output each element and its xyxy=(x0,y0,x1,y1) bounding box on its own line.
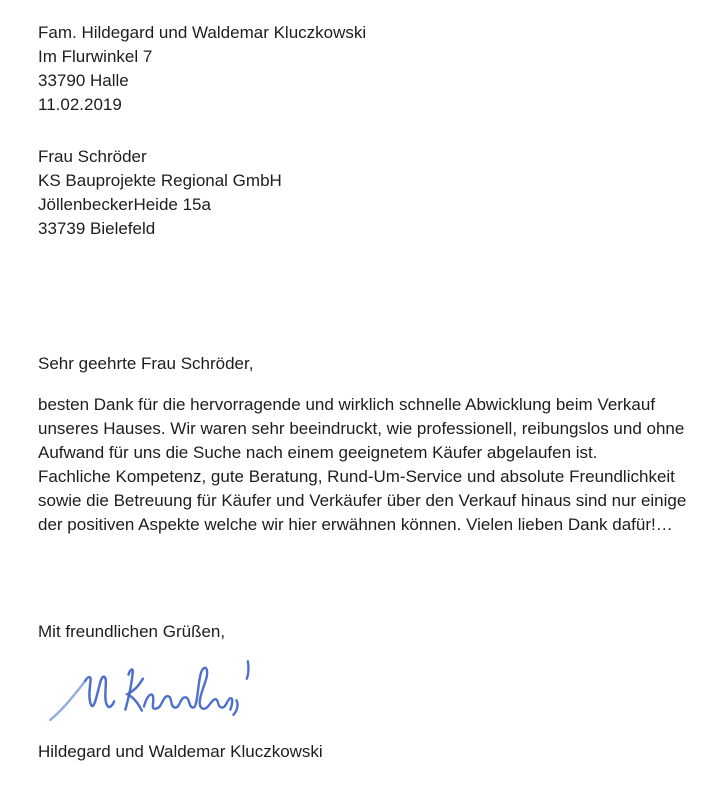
body-line: Fachliche Kompetenz, gute Beratung, Rund-Um-Service und absolute Freundlichkeit xyxy=(38,467,675,486)
recipient-company: KS Bauprojekte Regional GmbH xyxy=(38,171,282,190)
signature-lead-stroke xyxy=(50,681,85,720)
recipient-city: 33739 Bielefeld xyxy=(38,219,156,238)
body-line: besten Dank für die hervorragende und wirklich schnelle Abwicklung beim Verkauf xyxy=(38,395,656,414)
sender-address-block xyxy=(38,21,714,117)
signature-lowercase xyxy=(144,668,232,710)
recipient-street: JöllenbeckerHeide 15a xyxy=(38,195,211,214)
signature-k-arms xyxy=(127,679,142,711)
recipient-contact: Frau Schröder xyxy=(38,147,147,166)
body-line: der positiven Aspekte welche wir hier erwähnen können. Vielen lieben Dank dafür!… xyxy=(38,515,673,534)
recipient-address-block xyxy=(38,145,714,241)
signature-ink xyxy=(42,652,252,724)
signed-name: Hildegard und Waldemar Kluczkowski xyxy=(38,742,323,761)
sender-city: 33790 Halle xyxy=(38,71,129,90)
signature-initial xyxy=(85,677,114,707)
closing-phrase: Mit freundlichen Grüßen, xyxy=(38,622,226,641)
signature-k-stem xyxy=(125,669,132,709)
body-line: unseres Hauses. Wir waren sehr beeindruckt, wie professionell, reibungslos und ohne xyxy=(38,419,685,438)
sender-street: Im Flurwinkel 7 xyxy=(38,47,153,66)
handwritten-signature xyxy=(42,652,252,724)
letter-date: 11.02.2019 xyxy=(38,95,122,114)
signature-tick xyxy=(247,661,249,678)
letter-body xyxy=(38,393,714,537)
salutation: Sehr geehrte Frau Schröder, xyxy=(38,354,254,373)
body-line: Aufwand für uns die Suche nach einem geeignetem Käufer abgelaufen ist. xyxy=(38,443,598,462)
sender-name: Fam. Hildegard und Waldemar Kluczkowski xyxy=(38,23,367,42)
signature-final-flick xyxy=(233,700,237,714)
body-line: sowie die Betreuung für Käufer und Verkäufer über den Verkauf hinaus sind nur einige xyxy=(38,491,687,510)
